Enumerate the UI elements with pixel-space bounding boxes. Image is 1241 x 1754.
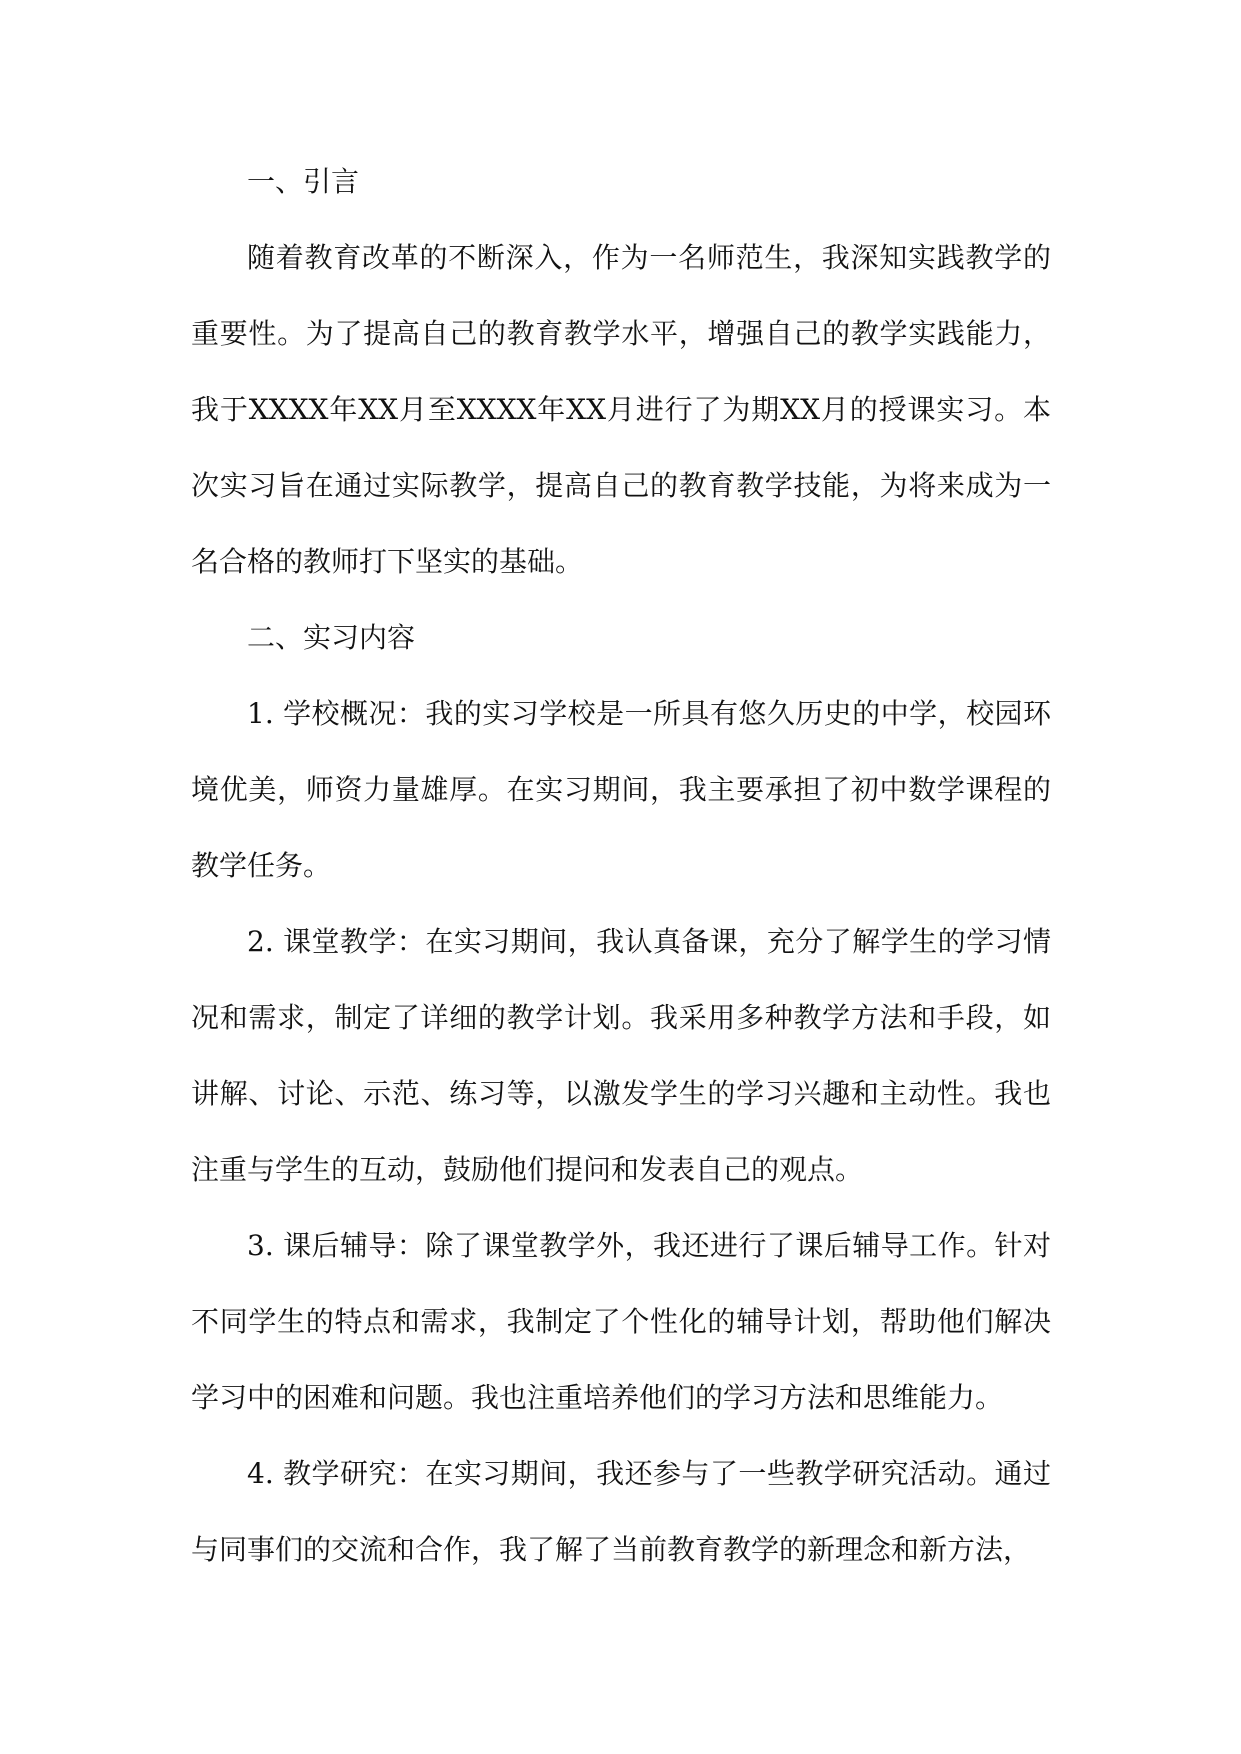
paragraph-after-class-tutoring: 3. 课后辅导：除了课堂教学外，我还进行了课后辅导工作。针对不同学生的特点和需求，我制定了个性化的辅导计划，帮助他们解决学习中的困难和问题。我也注重培养他们的学习方法和思维能力。 [191,1229,1051,1414]
section-heading-introduction: 一、引言 [247,165,360,198]
paragraph-classroom-teaching: 2. 课堂教学：在实习期间，我认真备课，充分了解学生的学习情况和需求，制定了详细的教学计划。我采用多种教学方法和手段，如讲解、讨论、示范、练习等，以激发学生的学习兴趣和主动性。我也注重与学生的互动，鼓励他们提问和发表自己的观点。 [191,925,1051,1186]
paragraph-introduction: 随着教育改革的不断深入，作为一名师范生，我深知实践教学的重要性。为了提高自己的教育教学水平，增强自己的教学实践能力，我于XXXX年XX月至XXXX年XX月进行了为期XX月的授课实习。本次实习旨在通过实际教学，提高自己的教育教学技能，为将来成为一名合格的教师打下坚实的基础。 [191,241,1051,578]
section-heading-internship-content: 二、实习内容 [247,621,416,654]
paragraph-school-overview: 1. 学校概况：我的实习学校是一所具有悠久历史的中学，校园环境优美，师资力量雄厚。在实习期间，我主要承担了初中数学课程的教学任务。 [191,697,1051,882]
paragraph-teaching-research: 4. 教学研究：在实习期间，我还参与了一些教学研究活动。通过与同事们的交流和合作，我了解了当前教育教学的新理念和新方法， [191,1457,1051,1566]
document-body [191,144,1051,1588]
